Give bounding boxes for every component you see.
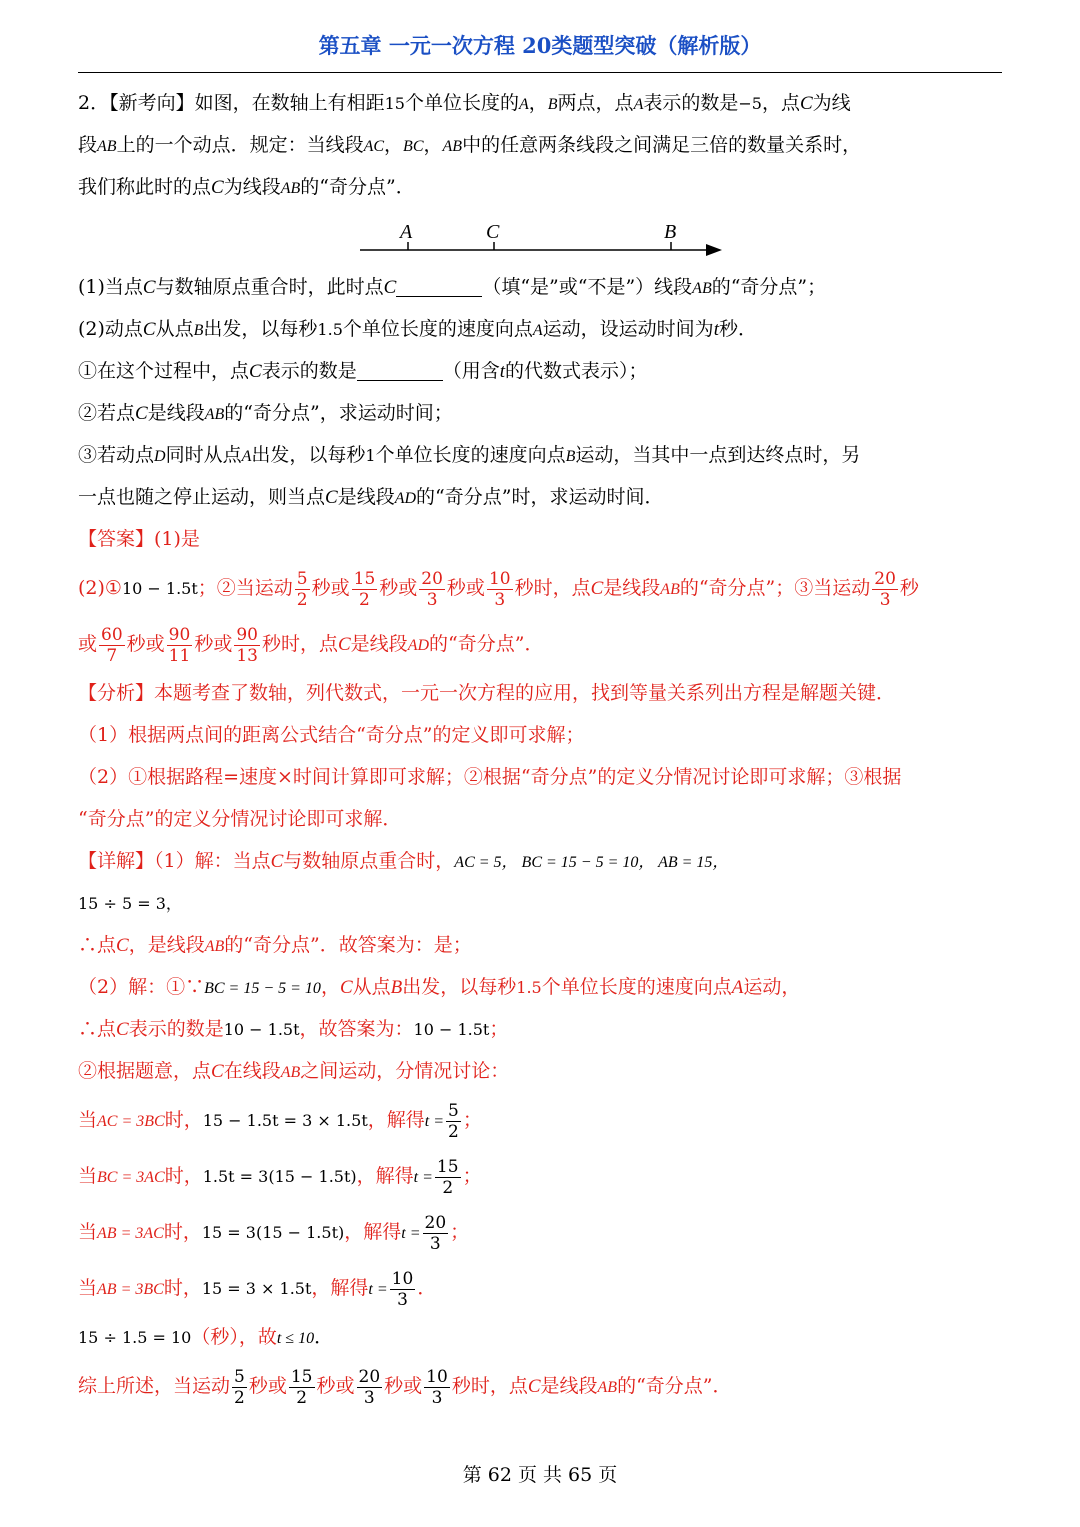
label-a: A [400, 221, 413, 243]
fraction: $\frac{20}{3}$ [358, 1366, 381, 1408]
case-4: 当AB = 3BC时，15 = 3 × 1.5t，解得t = $\frac{10}{3}$ ． [78, 1268, 437, 1310]
answer-line-2: (2)①10 − 1.5t；②当运动 $\frac{5}{2}$ 秒或 $\frac{15}{2}$ 秒或 $\frac{20}{3}$ 秒或 $\frac{10}{3}$ 秒时，点C是线段AB的“奇分点”；③当运动 $\frac{20}{3}$ 秒 [78, 568, 919, 610]
fraction: $\frac{10}{3}$ [391, 1268, 414, 1310]
question-part-1: (1)当点C与数轴原点重合时，此时点C （填“是”或“不是”）线段AB的“奇分点”； [78, 276, 827, 298]
number-line-arrow [706, 244, 722, 256]
fraction: $\frac{5}{2}$ [234, 1366, 245, 1408]
number-line-svg [78, 208, 1002, 266]
question-sub-3: ③若动点D同时从点A出发，以每秒1个单位长度的速度向点B运动，当其中一点到达终点时，另 [78, 444, 861, 466]
question-line-3: 我们称此时的点C为线段AB的“奇分点”． [78, 176, 415, 198]
analysis-line-2: （1）根据两点间的距离公式结合“奇分点”的定义即可求解； [78, 724, 585, 746]
fraction: $\frac{5}{2}$ [296, 568, 308, 610]
fraction: $\frac{20}{3}$ [874, 568, 896, 610]
fraction: $\frac{90}{11}$ [168, 624, 191, 666]
detail-line-6: ②根据题意，点C在线段AB之间运动，分情况讨论： [78, 1060, 510, 1082]
analysis-line-1: 【分析】本题考查了数轴，列代数式，一元一次方程的应用，找到等量关系列出方程是解题关键． [78, 682, 896, 704]
page-header: 第五章 一元一次方程 20类题型突破（解析版） [318, 33, 762, 58]
page-footer: 第 62 页 共 65 页 [462, 1464, 618, 1486]
case-3: 当AB = 3AC时，15 = 3(15 − 1.5t)，解得t = $\frac{20}{3}$ ； [78, 1212, 470, 1254]
detail-line-4: （2）解：①∵BC = 15 − 5 = 10，C从点B出发，以每秒1.5个单位长度的速度向点A运动， [78, 976, 801, 998]
label-c: C [486, 221, 500, 243]
fraction: $\frac{20}{3}$ [421, 568, 443, 610]
detail-line-7: 15 ÷ 1.5 = 10（秒），故t ≤ 10． [78, 1326, 334, 1348]
case-2: 当BC = 3AC时，1.5t = 3(15 − 1.5t)，解得t = $\frac{15}{2}$ ； [78, 1156, 482, 1198]
fraction: $\frac{15}{2}$ [436, 1156, 459, 1198]
question-sub-3-cont: 一点也随之停止运动，则当点C是线段AD的“奇分点”时，求运动时间． [78, 486, 664, 508]
detail-conclusion: 综上所述，当运动 $\frac{5}{2}$ 秒或 $\frac{15}{2}$ 秒或 $\frac{20}{3}$ 秒或 $\frac{10}{3}$ 秒时，点C是线段AB的“奇分点”． [78, 1366, 732, 1408]
answer-blank-2 [357, 358, 443, 381]
fraction: $\frac{20}{3}$ [424, 1212, 447, 1254]
analysis-line-4: “奇分点”的定义分情况讨论即可求解． [78, 808, 402, 830]
detail-line-2: 15 ÷ 5 = 3， [78, 894, 182, 913]
detail-line-1: 【详解】（1）解：当点C与数轴原点重合时，AC = 5， BC = 15 − 5 = 10， AB = 15， [78, 850, 729, 872]
answer-blank-1 [396, 274, 482, 297]
answer-line-1: 【答案】(1)是 [78, 528, 200, 550]
label-b: B [664, 221, 677, 243]
case-1: 当AC = 3BC时，15 − 1.5t = 3 × 1.5t，解得t = $\frac{5}{2}$ ； [78, 1100, 482, 1142]
question-line-2: 段AB上的一个动点．规定：当线段AC，BC，AB中的任意两条线段之间满足三倍的数量关系时， [78, 134, 862, 156]
analysis-line-3: （2）①根据路程=速度×时间计算即可求解；②根据“奇分点”的定义分情况讨论即可求解；③根据 [78, 766, 902, 788]
number-line-figure [78, 208, 1002, 266]
fraction: $\frac{15}{2}$ [353, 568, 376, 610]
document-body [78, 82, 1002, 1414]
question-sub-2: ②若点C是线段AB的“奇分点”，求运动时间； [78, 402, 453, 424]
fraction: $\frac{90}{13}$ [236, 624, 258, 666]
detail-line-5: ∴点C表示的数是10 − 1.5t，故答案为：10 − 1.5t； [78, 1018, 509, 1040]
question-line-1: 2．【新考向】如图，在数轴上有相距15个单位长度的A，B两点，点A表示的数是−5，点C为线 [78, 92, 851, 114]
question-part-2: (2)动点C从点B出发，以每秒1.5个单位长度的速度向点A运动，设运动时间为t秒． [78, 318, 757, 340]
fraction: $\frac{10}{3}$ [488, 568, 511, 610]
fraction: $\frac{5}{2}$ [448, 1100, 459, 1142]
fraction: $\frac{15}{2}$ [290, 1366, 313, 1408]
question-sub-1: ①在这个过程中，点C表示的数是 （用含t的代数式表示）； [78, 360, 648, 382]
header-rule [78, 72, 1002, 73]
answer-line-3: 或 $\frac{60}{7}$ 秒或 $\frac{90}{11}$ 秒或 $\frac{90}{13}$ 秒时，点C是线段AD的“奇分点”． [78, 624, 544, 666]
detail-line-3: ∴点C，是线段AB的“奇分点”．故答案为：是； [78, 934, 472, 956]
fraction: $\frac{60}{7}$ [101, 624, 123, 666]
fraction: $\frac{10}{3}$ [426, 1366, 448, 1408]
